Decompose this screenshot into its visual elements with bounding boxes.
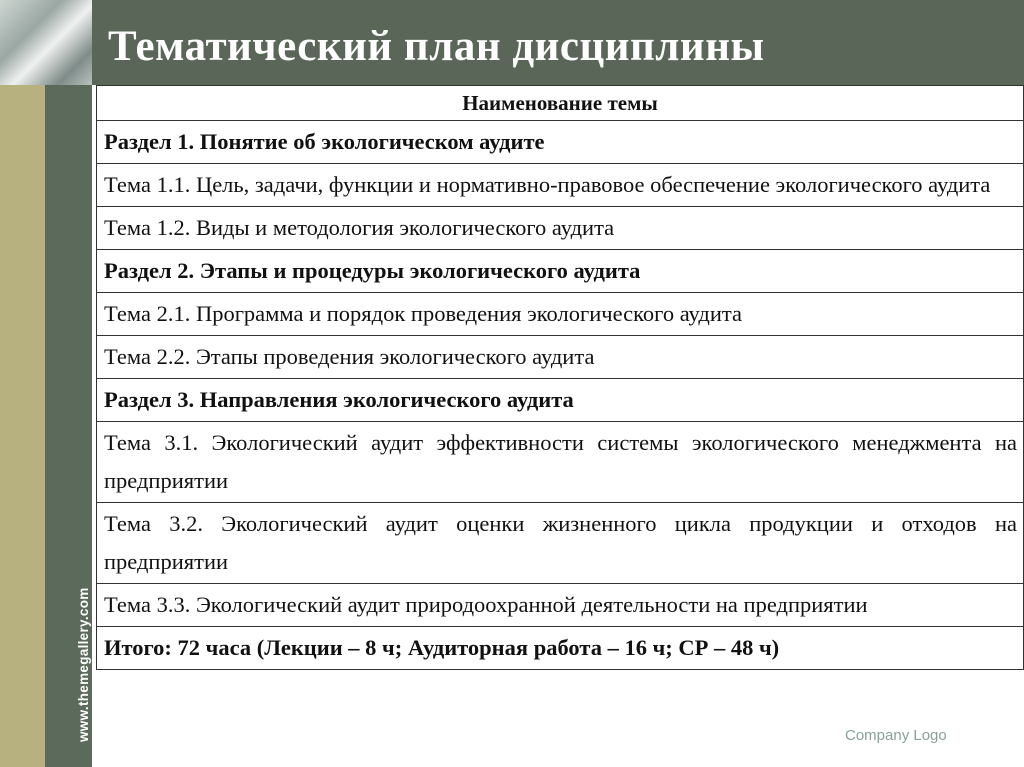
topics-table [96,85,1024,670]
header-photo [0,0,92,85]
table-row: Тема 1.1. Цель, задачи, функции и нормативно-правовое обеспечение экологического аудита [97,164,1024,207]
table-row: Раздел 2. Этапы и процедуры экологического аудита [97,250,1024,293]
table-row: Тема 2.2. Этапы проведения экологического аудита [97,336,1024,379]
table-header: Наименование темы [97,86,1024,121]
watermark-text: www.themegallery.com [76,587,91,742]
table-row: Тема 2.1. Программа и порядок проведения экологического аудита [97,293,1024,336]
table-row: Итого: 72 часа (Лекции – 8 ч; Аудиторная работа – 16 ч; СР – 48 ч) [97,627,1024,670]
slide-title: Тематический план дисциплины [108,23,765,70]
company-logo: Company Logo [845,727,947,744]
table-row: Раздел 1. Понятие об экологическом аудите [97,121,1024,164]
table-row: Тема 3.2. Экологический аудит оценки жизненного цикла продукции и отходов на предприятии [97,503,1024,584]
table-row: Тема 1.2. Виды и методология экологического аудита [97,207,1024,250]
table-row: Тема 3.1. Экологический аудит эффективности системы экологического менеджмента на предприятии [97,422,1024,503]
table-row: Раздел 3. Направления экологического аудита [97,379,1024,422]
table-row: Тема 3.3. Экологический аудит природоохранной деятельности на предприятии [97,584,1024,627]
